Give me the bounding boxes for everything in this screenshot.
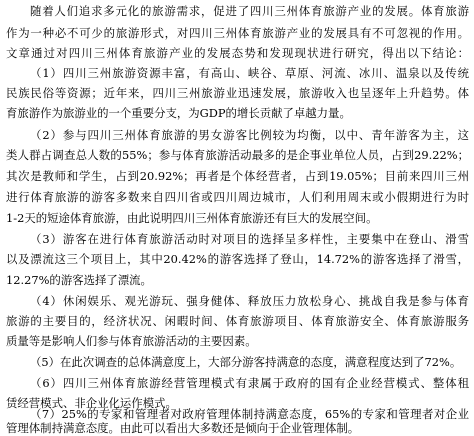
text-line: （6）四川三州体育旅游经营管理模式有隶属于政府的国有企业经营模式、整体租 xyxy=(30,376,469,390)
text-line: 以及漂流这三个项目上，其中20.42%的游客选择了登山，14.72%的游客选择了滑雪， xyxy=(6,252,469,266)
text-line: （2）参与四川三州体育旅游的男女游客比例较为均衡，以中、青年游客为主，这 xyxy=(30,128,469,142)
text-line: （5）在此次调查的总体满意度上，大部分游客持满意的态度，满意程度达到了72%。 xyxy=(30,355,462,369)
text-line: （7）25%的专家和管理者对政府管理体制持满意态度，65%的专家和管理者对企业 xyxy=(30,407,469,421)
text-line: 类人群占调查总人数的55%；参与体育旅游活动最多的是企事业单位人员，占到29.22%； xyxy=(6,148,469,162)
text-line: 文章通过对四川三州体育旅游产业的发展态势和发现现状进行研究，得出以下结论： xyxy=(6,46,469,60)
text-line: （4）休闲娱乐、观光游玩、强身健体、释放压力放松身心、挑战自我是参与体育 xyxy=(30,294,469,308)
text-line: 其次是教师和学生，占到20.92%；再者是个体经营者，占到19.05%；目前来四川三州 xyxy=(6,169,469,183)
text-line: 1-2天的短途体育旅游，由此说明四川三州体育旅游还有巨大的发展空间。 xyxy=(6,211,378,225)
text-line: 质量等是影响人们参与体育旅游活动的主要因素。 xyxy=(6,334,257,348)
text-line: 12.27%的游客选择了漂流。 xyxy=(6,273,152,287)
text-line: 管理体制持满意态度。由此可以看出大多数还是倾向于企业管理体制。 xyxy=(6,421,360,435)
text-line: 作为一种必不可少的旅游形式，对四川三州体育旅游产业的发展具有不可忽视的作用。 xyxy=(6,26,469,40)
text-line: 随着人们追求多元化的旅游需求，促进了四川三州体育旅游产业的发展。体育旅游 xyxy=(30,4,469,18)
text-line: 进行体育旅游的游客多数来自四川省或四川周边城市，人们利用周末或小假期进行为时 xyxy=(6,190,469,204)
text-line: 育旅游作为旅游业的一个重要分支，为GDP的增长贡献了卓越力量。 xyxy=(6,106,351,120)
text-line: 赁经营模式、非企业化运作模式。 xyxy=(6,396,177,410)
text-line: （1）四川三州旅游资源丰富，有高山、峡谷、草原、河流、冰川、温泉以及传统 xyxy=(30,66,469,80)
text-line: （3）游客在进行体育旅游活动时对项目的选择呈多样性，主要集中在登山、滑雪 xyxy=(30,232,469,246)
text-line: 旅游的主要目的，经济状况、闲暇时间、体育旅游项目、体育旅游安全、体育旅游服务 xyxy=(6,314,469,328)
text-line: 民族民俗等资源；近年来，四川三州旅游业迅速发展，旅游收入也呈逐年上升趋势。体 xyxy=(6,86,469,100)
